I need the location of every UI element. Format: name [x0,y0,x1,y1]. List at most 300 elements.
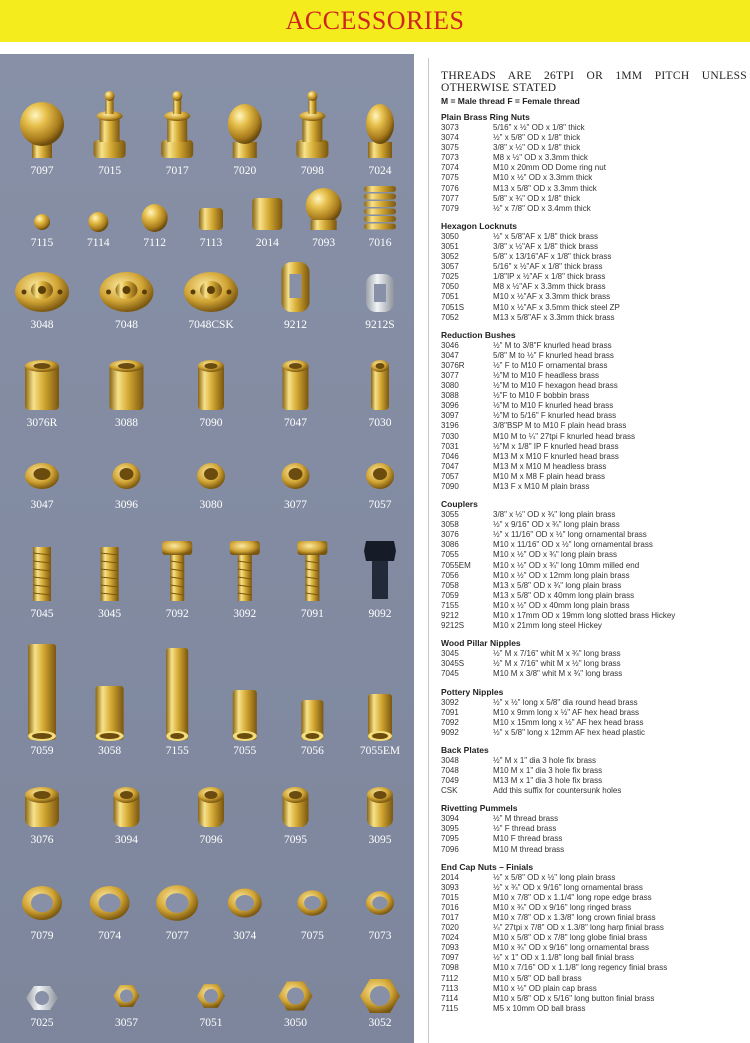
product-description: M5 x 10mm OD ball brass [493,1003,586,1013]
part-number-label: 7056 [300,745,324,757]
part-number-label: 3092 [233,608,257,620]
product-code: 3076 [441,530,459,540]
part-number-label: 3050 [284,1017,307,1029]
product-part [88,212,108,232]
spec-row [441,766,747,776]
product-code: 7092 [441,717,459,727]
spec-row [441,462,747,472]
product-part [114,787,140,827]
product-part [283,360,309,410]
spec-row [441,520,747,530]
product-description: ½" x ¾" OD x 9/16" long ornamental brass [493,882,643,892]
product-code: CSK [441,786,458,796]
product-description: M13 M x M10 M headless brass [493,461,607,471]
product-code: 7059 [441,590,459,600]
spec-row [441,252,747,262]
product-code: 3097 [441,411,459,421]
product-code: 7057 [441,471,459,481]
product-code: 7050 [441,282,459,292]
product-code: 7055 [441,550,459,560]
product-code: 3093 [441,882,459,892]
product-description: 5/16" x ½" OD x 1/8" thick [493,123,585,132]
part-number-label: 7097 [30,165,54,177]
product-code: 3077 [441,370,459,380]
section-title: Plain Brass Ring Nuts [441,112,530,122]
product-code: 3051 [441,241,459,251]
product-code: 3073 [441,123,459,132]
product-code: 2014 [441,872,459,882]
part-number-label: 7030 [368,417,392,429]
product-code: 7098 [441,963,459,973]
product-description: M13 x 5/8" OD x 40mm long plain brass [493,590,635,600]
spec-row [441,718,747,728]
product-part [199,208,223,230]
product-description: M10 x ½"AF x 3.3mm thick brass [493,292,611,302]
product-description: 3/8" x ½" OD x ¾" long plain brass [493,510,616,520]
product-code: 7052 [441,312,459,322]
spec-row [441,184,747,194]
part-number-label: 3057 [115,1017,138,1029]
part-number-label: 7025 [30,1017,54,1029]
product-description: ½"F to M10 F bobbin brass [493,391,590,401]
spec-row [441,611,747,621]
part-number-label: 3048 [30,319,54,331]
product-part [90,886,130,920]
product-part [197,463,225,489]
product-part [161,91,193,158]
part-number-label: 7047 [284,417,307,429]
thread-note: THREADS ARE 26TPI OR 1MM PITCH UNLESS OTHERWISE STATED [441,70,747,94]
product-description: ½" x 5/8" long x 12mm AF hex head plastic [493,727,645,737]
spec-row [441,292,747,302]
part-number-label: 7057 [368,499,392,511]
product-part [114,985,140,1007]
product-code: 7113 [441,983,459,993]
product-part [142,204,168,232]
spec-row [441,163,747,173]
product-code: 7056 [441,570,459,580]
section-title: End Cap Nuts – Finials [441,861,534,872]
spec-row [441,776,747,786]
product-description: M10 x 9mm long x ½" AF hex head brass [493,707,640,717]
product-description: M10 x 5/8" OD x 5/16" long button finial brass [493,993,655,1003]
product-description: M10 x 21mm long steel Hickey [493,621,602,631]
product-description: ½" M x 1" dia 3 hole fix brass [493,755,597,765]
product-part [252,198,282,230]
part-number-label: 7016 [368,237,392,249]
product-code: 3055 [441,510,459,520]
product-description: M10 x ½" OD x 3.3mm thick [493,173,593,183]
product-part [184,272,238,312]
product-code: 7075 [441,173,459,183]
product-part [162,541,192,601]
product-description: M10 x 7/16" OD x 1.1/8" long regency finial brass [493,963,668,973]
part-number-label: 3096 [115,499,138,511]
spec-row [441,351,747,361]
product-code: 7046 [441,451,459,461]
product-description: ½" x 7/8" OD x 3.4mm thick [493,203,591,213]
product-description: ½"M to M10 F hexagon head brass [493,381,618,391]
product-description: M10 x ½" OD x ¾" long plain brass [493,550,617,560]
product-part [367,787,393,827]
product-description: 5/8" x ¾" OD x 1/8" thick [493,193,581,203]
product-code: 7097 [441,953,459,963]
part-number-label: 9212 [284,319,307,331]
product-code: 7015 [441,892,459,902]
product-description: 1/8"IP x ½"AF x 1/8" thick brass [493,272,606,282]
part-number-label: 9212S [365,319,395,331]
product-code: 3096 [441,401,459,411]
spec-row [441,482,747,492]
spec-row [441,1004,747,1014]
product-description: M10 x 11/16" OD x ½" long ornamental brass [493,540,653,550]
spec-row [441,204,747,214]
product-code: 7031 [441,441,459,451]
product-part [228,104,262,158]
product-code: 3050 [441,231,459,241]
spec-row [441,371,747,381]
part-number-label: 3045 [98,608,122,620]
part-number-label: 7045 [30,608,54,620]
section-title: Hexagon Locknuts [441,220,518,231]
spec-row [441,133,747,143]
product-description: ½" M thread brass [493,814,559,824]
product-part [100,272,154,312]
product-part [110,360,144,410]
product-code: 7115 [441,1003,459,1013]
spec-row [441,421,747,431]
part-number-label: 7095 [284,834,307,846]
product-description: ½"M x 1/8" IP F knurled head brass [493,441,619,451]
part-number-label: 7073 [368,930,392,942]
spec-row [441,452,747,462]
part-number-label: 7048CSK [188,319,234,331]
product-part [94,91,126,158]
product-description: ½" x 5/8" OD x 1/8" thick [493,133,581,143]
product-description: ½" x 5/8" OD x ½" long plain brass [493,872,616,882]
spec-row [441,411,747,421]
product-code: 9092 [441,727,459,737]
product-code: 3052 [441,252,459,262]
spec-row [441,550,747,560]
spec-row [441,232,747,242]
product-part [366,274,394,312]
part-number-label: 7091 [300,608,324,620]
product-part [366,463,394,489]
product-part [296,91,328,158]
part-number-label: 7077 [165,930,189,942]
spec-row [441,953,747,963]
spec-row [441,708,747,718]
product-part [233,690,257,741]
product-code: 3045S [441,659,465,669]
spec-section [441,330,747,492]
spec-row [441,824,747,834]
product-code: 7016 [441,902,459,912]
part-number-label: 7055EM [359,745,401,757]
part-number-label: 7098 [300,165,324,177]
product-description: M10 x ½" OD x 40mm long plain brass [493,600,630,610]
product-description: M13 F x M10 M plain brass [493,482,590,491]
product-description: M10 x 7/8" OD x 1.1/4" long rope edge brass [493,892,652,902]
spec-section [441,112,747,214]
part-number-label: 3094 [115,834,138,846]
product-code: 7047 [441,461,459,471]
product-code: 3094 [441,814,459,824]
specification-panel [428,58,750,1043]
spec-row [441,540,747,550]
product-part [25,463,59,489]
product-description: M13 x 5/8" OD x 3.3mm thick [493,183,597,193]
product-description: M13 M x 1" dia 3 hole fix brass [493,776,603,786]
spec-row [441,262,747,272]
spec-row [441,391,747,401]
spec-row [441,282,747,292]
spec-section [441,687,747,738]
product-part [366,891,394,915]
product-code: 9212S [441,621,465,631]
product-code: 3074 [441,133,459,143]
thread-legend: M = Male thread F = Female thread [441,96,580,106]
product-photo-panel [0,54,414,1043]
part-number-label: 3076 [30,834,54,846]
spec-sections [441,112,747,1021]
product-description: M10 x ¾" OD x 9/16" long ornamental brass [493,943,649,953]
spec-row [441,153,747,163]
spec-row [441,242,747,252]
product-description: M10 M x M8 F plain head brass [493,471,606,481]
product-code: 7093 [441,943,459,953]
product-part [368,694,392,741]
product-description: M10 M x 3/8" whit M x ¾" long brass [493,669,623,679]
spec-row [441,814,747,824]
product-description: M10 M x 1" dia 3 hole fix brass [493,765,603,775]
part-number-label: 7093 [312,237,336,249]
spec-row [441,591,747,601]
spec-section [441,803,747,854]
product-description: ½" M to 3/8"F knurled head brass [493,340,612,350]
product-code: 3046 [441,340,459,350]
product-code: 3045 [441,649,459,659]
spec-row [441,933,747,943]
product-part [198,360,224,410]
spec-row [441,361,747,371]
product-description: ½" x 5/8"AF x 1/8" thick brass [493,231,599,241]
product-part [297,890,327,916]
spec-row [441,984,747,994]
product-part [25,787,59,827]
product-code: 7025 [441,272,459,282]
product-description: M10 x 20mm OD Dome ring nut [493,163,606,173]
product-description: M10 M to ¼" 27tpi F knurled head brass [493,431,636,441]
part-number-label: 3076R [26,417,58,429]
spec-row [441,873,747,883]
product-part [360,979,400,1013]
product-part [230,541,260,601]
product-code: 7049 [441,776,459,786]
spec-row [441,621,747,631]
spec-row [441,381,747,391]
product-code: 7079 [441,203,459,213]
spec-row [441,272,747,282]
part-number-label: 7092 [165,608,189,620]
product-description: 3/8" x ½" OD x 1/8" thick [493,143,581,153]
product-code: 3057 [441,262,459,272]
spec-row [441,913,747,923]
product-code: 7090 [441,482,459,491]
product-part [26,986,58,1010]
product-part [197,984,225,1008]
product-code: 9212 [441,611,459,621]
product-code: 7112 [441,973,459,983]
spec-row [441,561,747,571]
part-number-label: 3047 [30,499,54,511]
spec-section [441,862,747,1014]
spec-section [441,638,747,679]
product-description: M8 x ½"AF x 3.3mm thick brass [493,282,606,292]
product-description: M10 x 7/8" OD x 1.3/8" long crown finial brass [493,913,656,922]
product-part [20,102,64,158]
product-description: ½"M to M10 F knurled head brass [493,401,614,411]
product-part [113,463,141,489]
product-code: 7096 [441,844,459,854]
product-code: 3058 [441,520,459,530]
product-code: 7076 [441,183,459,193]
product-code: 3196 [441,421,459,431]
product-part [306,188,342,230]
product-part [166,648,188,741]
product-code: 3086 [441,540,459,550]
product-code: 7048 [441,765,459,775]
spec-section [441,499,747,631]
part-number-label: 7048 [115,319,138,331]
product-description: 5/8" M to ½" F knurled head brass [493,350,614,360]
part-number-label: 7079 [30,930,54,942]
spec-row [441,194,747,204]
product-code: 3095 [441,824,459,834]
spec-row [441,903,747,913]
product-description: Add this suffix for countersunk holes [493,786,622,796]
spec-row [441,963,747,973]
part-number-label: 7059 [30,745,54,757]
product-code: 3080 [441,381,459,391]
product-part [22,886,62,920]
part-number-label: 7020 [233,165,257,177]
product-part [282,262,310,312]
spec-row [441,893,747,903]
spec-row [441,649,747,659]
product-description: ½"M to 5/16" F knurled head brass [493,411,617,421]
product-code: 7114 [441,993,459,1003]
part-number-label: 7096 [199,834,223,846]
spec-row [441,143,747,153]
product-description: ½" M x 7/16" whit M x ½" long brass [493,659,621,669]
part-number-label: 7055 [233,745,257,757]
part-number-label: 7074 [98,930,122,942]
product-code: 3092 [441,697,459,707]
spec-row [441,698,747,708]
spec-row [441,571,747,581]
product-description: 5/16" x ½"AF x 1/8" thick brass [493,262,603,272]
product-code: 3047 [441,350,459,360]
spec-row [441,581,747,591]
spec-row [441,530,747,540]
part-number-label: 7115 [30,237,54,249]
product-description: M10 x ¾" OD x 9/16" long ringed brass [493,902,632,912]
product-part [15,272,69,312]
product-description: ¼" 27tpi x 7/8" OD x 1.3/8" long harp finial brass [493,923,664,933]
product-part [366,104,394,158]
product-code: 3088 [441,391,459,401]
spec-row [441,923,747,933]
part-number-label: 2014 [255,237,279,249]
product-description: 3/8"BSP M to M10 F plain head brass [493,421,627,431]
product-code: 7055EM [441,560,471,570]
product-part [34,214,50,230]
product-part [198,787,224,827]
product-code: 3048 [441,755,459,765]
product-description: M10 x 15mm long x ½" AF hex head brass [493,717,644,727]
spec-row [441,123,747,133]
part-number-label: 3074 [233,930,257,942]
product-code: 7077 [441,193,459,203]
part-number-label: 7051 [199,1017,223,1029]
product-description: 5/8" x 13/16"AF x 1/8" thick brass [493,252,612,262]
part-number-label: 3052 [368,1017,392,1029]
product-description: ½"M to M10 F headless brass [493,370,599,380]
product-code: 7017 [441,913,459,922]
product-photo [0,54,414,1043]
spec-row [441,786,747,796]
spec-row [441,756,747,766]
product-description: M10 x 5/8" OD ball brass [493,973,582,983]
spec-section [441,221,747,323]
product-part [283,787,309,827]
product-code: 7020 [441,923,459,933]
product-description: M10 F thread brass [493,834,563,844]
product-code: 7045 [441,669,459,679]
spec-row [441,943,747,953]
product-part [279,982,313,1011]
product-part [96,686,124,741]
spec-row [441,510,747,520]
product-description: M10 x 5/8" OD x 7/8" long globe finial brass [493,933,648,943]
product-code: 7095 [441,834,459,844]
section-title: Pottery Nipples [441,686,504,697]
product-description: M10 x ½"AF x 3.5mm thick steel ZP [493,302,620,312]
part-number-label: 3080 [199,499,223,511]
product-code: 7058 [441,580,459,590]
product-code: 7074 [441,163,459,173]
part-number-label: 7015 [98,165,122,177]
section-title: Reduction Bushes [441,329,516,340]
spec-row [441,845,747,855]
section-title: Couplers [441,499,478,510]
spec-row [441,601,747,611]
product-part [25,360,59,410]
spec-row [441,401,747,411]
product-code: 7091 [441,707,459,717]
product-code: 7024 [441,933,459,943]
spec-row [441,313,747,323]
product-description: M10 x 17mm OD x 19mm long slotted brass Hickey [493,611,676,621]
product-part [228,889,262,918]
product-code: 7155 [441,600,459,610]
product-part [301,700,323,741]
product-description: M10 x ½" OD x 12mm long plain brass [493,570,630,580]
product-description: ½" x ½" long x 5/8" dia round head brass [493,697,638,707]
product-description: ½" x 1" OD x 1.1/8" long ball finial brass [493,953,635,963]
